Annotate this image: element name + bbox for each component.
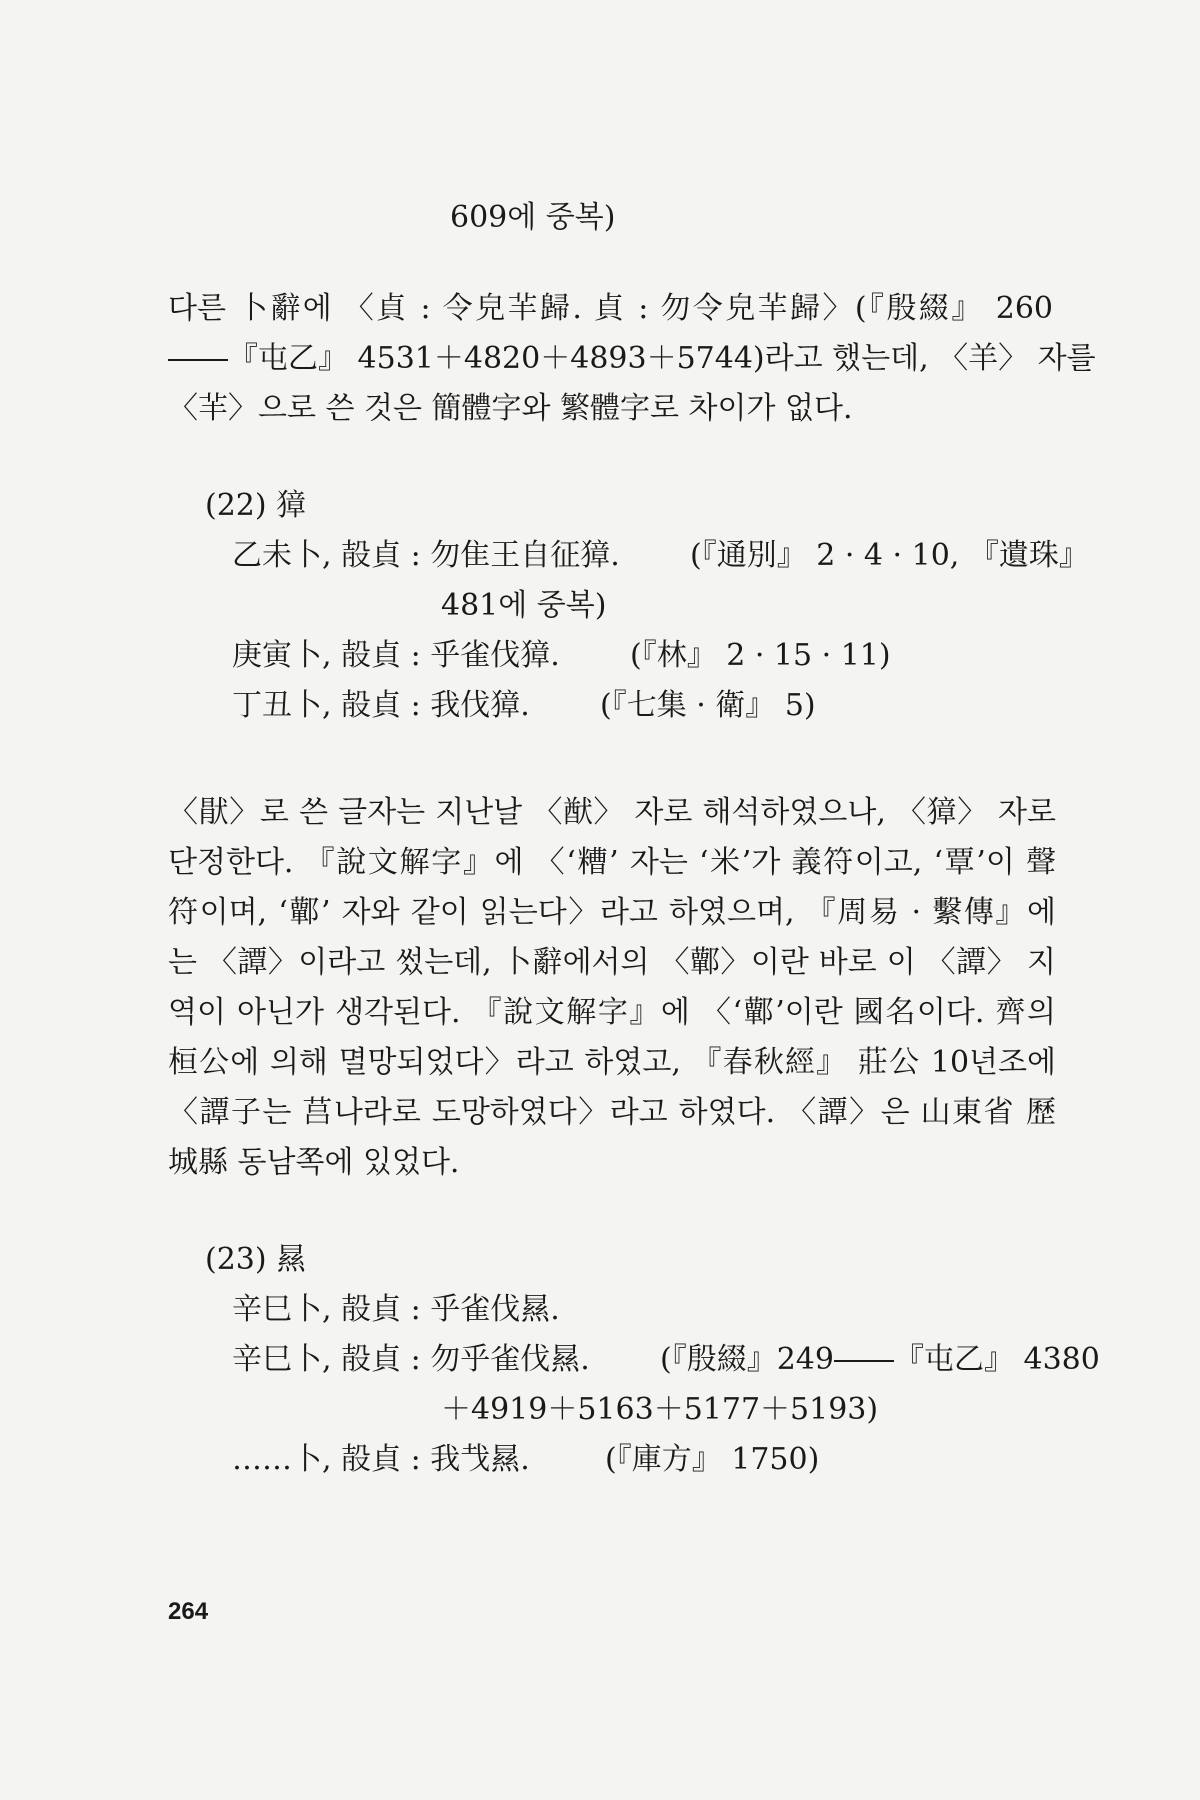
text-line: 城縣 동남쪽에 있었다. <box>168 1145 460 1180</box>
text-line: 단정한다. 『說文解字』에 〈‘糟’ 자는 ‘米’가 義符이고, ‘覃’이 聲 <box>168 845 1056 880</box>
citation: ＋4919＋5163＋5177＋5193) <box>441 1392 879 1427</box>
citation: (『殷綴』249――『屯乙』 4380 <box>660 1342 1100 1377</box>
citation: (『通別』 2 · 4 · 10, 『遺珠』 <box>690 538 1089 573</box>
example-text: 辛巳卜, 㱿貞 : 乎雀伐㬎. <box>232 1292 560 1327</box>
text-line: ――『屯乙』 4531＋4820＋4893＋5744)라고 했는데, 〈羊〉 자를 <box>168 341 1096 376</box>
citation: (『七集 · 衛』 5) <box>600 688 816 723</box>
text-line: 〈猒〉로 쓴 글자는 지난날 〈猷〉 자로 해석하였으나, 〈獐〉 자로 <box>168 795 1056 830</box>
citation: (『林』 2 · 15 · 11) <box>630 638 891 673</box>
text-line: 符이며, ‘鄿’ 자와 같이 읽는다〉라고 하였으며, 『周易 · 繫傳』에 <box>168 895 1056 930</box>
section-heading: (22) 獐 <box>205 488 307 523</box>
continuation-line: 609에 중복) <box>450 200 616 235</box>
example-text: 庚寅卜, 㱿貞 : 乎雀伐獐. <box>232 638 560 673</box>
citation: 481에 중복) <box>441 588 607 623</box>
example-text: ……卜, 㱿貞 : 我𢦏㬎. <box>232 1442 530 1477</box>
text-line: 〈譚子는 莒나라로 도망하였다〉라고 하였다. 〈譚〉은 山東省 歷 <box>168 1095 1056 1130</box>
text-line: 역이 아닌가 생각된다. 『說文解字』에 〈‘鄿’이란 國名이다. 齊의 <box>168 995 1056 1030</box>
example-text: 丁丑卜, 㱿貞 : 我伐獐. <box>232 688 530 723</box>
example-text: 辛巳卜, 㱿貞 : 勿乎雀伐㬎. <box>232 1342 590 1377</box>
page-number: 264 <box>168 1598 209 1625</box>
text-line: 는 〈譚〉이라고 썼는데, 卜辭에서의 〈鄿〉이란 바로 이 〈譚〉 지 <box>168 945 1056 980</box>
section-heading: (23) 㬎 <box>205 1242 307 1277</box>
text-line: 〈𦍋〉으로 쓴 것은 簡體字와 繁體字로 차이가 없다. <box>168 391 853 426</box>
example-text: 乙未卜, 㱿貞 : 勿隹王自征獐. <box>232 538 620 573</box>
text-line: 桓公에 의해 멸망되었다〉라고 하였고, 『春秋經』 莊公 10년조에 <box>168 1045 1056 1080</box>
text-line: 다른 卜辭에 〈貞 : 令皃𦍋歸. 貞 : 勿令皃𦍋歸〉(『殷綴』 260 <box>168 291 1053 326</box>
citation: (『庫方』 1750) <box>605 1442 820 1477</box>
